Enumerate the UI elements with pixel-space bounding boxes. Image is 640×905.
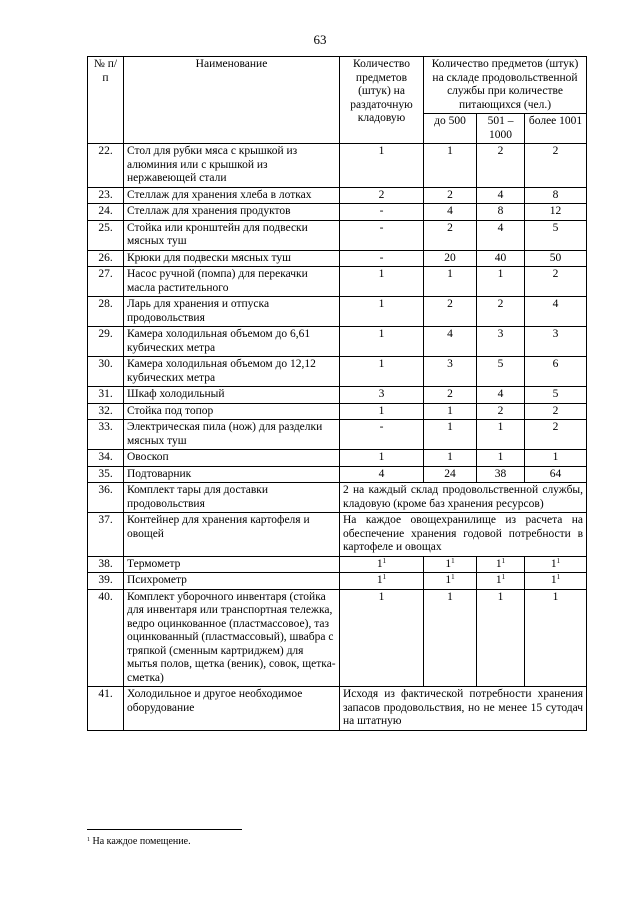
- qty-c: [525, 387, 587, 404]
- table-row: [88, 573, 587, 590]
- qty-value: 1: [552, 451, 559, 463]
- qty-value: 2: [447, 298, 453, 310]
- item-name: Электрическая пила (нож) для разделки мясных туш: [124, 420, 340, 450]
- qty-value: 38: [494, 467, 507, 480]
- qty-value: 2: [552, 404, 559, 417]
- header-col-c: более 1001: [525, 114, 587, 144]
- row-number: 41.: [88, 687, 124, 731]
- footnote-ref: 1: [501, 573, 506, 581]
- qty-value: 64: [549, 467, 562, 480]
- qty-value: 2: [497, 298, 504, 310]
- item-name: Стойка под топор: [124, 403, 340, 420]
- qty-d: [340, 144, 424, 188]
- footnote-ref: 1: [382, 556, 387, 565]
- qty-c: [525, 420, 587, 450]
- qty-d: [340, 403, 424, 420]
- qty-c: [525, 573, 587, 590]
- table-body: [88, 144, 587, 731]
- row-note: На каждое овощехранилище из расчета на обеспечение хранения годовой потребности в картофеле и овощах: [340, 513, 587, 557]
- qty-value: 1: [376, 557, 383, 570]
- qty-d: [340, 466, 424, 483]
- qty-a: [424, 357, 477, 387]
- row-number: 23.: [88, 187, 124, 204]
- item-name: Холодильное и другое необходимое оборудование: [124, 687, 340, 731]
- qty-value: 6: [552, 358, 559, 370]
- qty-value: -: [379, 221, 384, 234]
- qty-b: [477, 466, 525, 483]
- qty-b: [477, 297, 525, 327]
- qty-value: 1: [447, 590, 453, 603]
- qty-d: [340, 187, 424, 204]
- item-name: Камера холодильная объемом до 12,12 кубических метра: [124, 357, 340, 387]
- qty-a: [424, 466, 477, 483]
- table-row: [88, 250, 587, 267]
- table-row: [88, 450, 587, 467]
- qty-b: [477, 220, 525, 250]
- item-name: Стеллаж для хранения продуктов: [124, 204, 340, 221]
- footnote-mark: 1: [87, 837, 90, 843]
- item-name: Стол для рубки мяса с крышкой из алюминия или с крышкой из нержавеющей стали: [124, 144, 340, 188]
- qty-b: [477, 204, 525, 221]
- row-note: 2 на каждый склад продовольственной службы, кладовую (кроме баз хранения ресурсов): [340, 483, 587, 513]
- qty-a: [424, 589, 477, 687]
- qty-a: [424, 420, 477, 450]
- item-name: Комплект тары для доставки продовольствия: [124, 483, 340, 513]
- qty-value: 1: [376, 574, 383, 586]
- qty-a: [424, 403, 477, 420]
- item-name: Насос ручной (помпа) для перекачки масла растительного: [124, 267, 340, 297]
- qty-value: 4: [447, 205, 453, 217]
- qty-a: [424, 387, 477, 404]
- qty-value: 3: [378, 388, 385, 400]
- qty-c: [525, 250, 587, 267]
- qty-b: [477, 420, 525, 450]
- qty-value: 1: [378, 404, 385, 417]
- header-col-a: до 500: [424, 114, 477, 144]
- row-number: 32.: [88, 403, 124, 420]
- row-number: 26.: [88, 250, 124, 267]
- qty-d: [340, 573, 424, 590]
- qty-value: 1: [447, 268, 453, 280]
- qty-value: 5: [497, 358, 504, 370]
- qty-b: [477, 187, 525, 204]
- equipment-table: [87, 56, 587, 731]
- row-number: 22.: [88, 144, 124, 188]
- qty-a: [424, 297, 477, 327]
- qty-value: 3: [497, 328, 504, 340]
- item-name: Стойка или кронштейн для подвески мясных туш: [124, 220, 340, 250]
- qty-c: [525, 403, 587, 420]
- row-number: 25.: [88, 220, 124, 250]
- table-row: [88, 387, 587, 404]
- qty-d: [340, 589, 424, 687]
- page-number: 63: [313, 32, 327, 47]
- qty-d: [340, 297, 424, 327]
- qty-value: 2: [378, 188, 385, 201]
- qty-value: 1: [445, 557, 452, 570]
- qty-b: [477, 357, 525, 387]
- qty-d: [340, 327, 424, 357]
- footnote-ref: 1: [451, 556, 455, 565]
- footnote-ref: 1: [382, 573, 387, 581]
- qty-a: [424, 204, 477, 221]
- table-row: [88, 327, 587, 357]
- row-number: 33.: [88, 420, 124, 450]
- table-row: [88, 483, 587, 513]
- qty-value: 2: [552, 421, 559, 433]
- row-number: 30.: [88, 357, 124, 387]
- item-name: Овоскоп: [124, 450, 340, 467]
- qty-a: [424, 573, 477, 590]
- qty-c: [525, 220, 587, 250]
- qty-value: 1: [378, 145, 385, 157]
- qty-c: [525, 297, 587, 327]
- item-name: Ларь для хранения и отпуска продовольствия: [124, 297, 340, 327]
- qty-c: [525, 327, 587, 357]
- qty-value: 2: [447, 188, 453, 201]
- item-name: Крюки для подвески мясных туш: [124, 250, 340, 267]
- qty-b: [477, 589, 525, 687]
- qty-value: 1: [378, 358, 385, 370]
- qty-value: 5: [552, 221, 559, 234]
- qty-c: [525, 267, 587, 297]
- qty-value: 1: [447, 145, 453, 157]
- footnote-ref: 1: [501, 556, 506, 565]
- qty-d: [340, 556, 424, 573]
- qty-c: [525, 357, 587, 387]
- qty-b: [477, 267, 525, 297]
- qty-d: [340, 220, 424, 250]
- qty-d: [340, 204, 424, 221]
- table-row: [88, 187, 587, 204]
- row-number: 31.: [88, 387, 124, 404]
- qty-value: 1: [497, 421, 504, 433]
- qty-b: [477, 387, 525, 404]
- qty-d: [340, 420, 424, 450]
- qty-value: 2: [552, 145, 559, 157]
- qty-value: 1: [550, 557, 557, 570]
- row-number: 39.: [88, 573, 124, 590]
- qty-a: [424, 327, 477, 357]
- qty-b: [477, 573, 525, 590]
- table-row: [88, 466, 587, 483]
- qty-value: 40: [494, 251, 507, 264]
- qty-a: [424, 144, 477, 188]
- qty-value: 4: [378, 467, 385, 480]
- table-row: [88, 687, 587, 731]
- qty-b: [477, 403, 525, 420]
- qty-b: [477, 250, 525, 267]
- row-number: 38.: [88, 556, 124, 573]
- header-num: № п/п: [88, 57, 124, 144]
- row-number: 35.: [88, 466, 124, 483]
- qty-b: [477, 450, 525, 467]
- qty-value: 4: [497, 388, 504, 400]
- item-name: Контейнер для хранения картофеля и овощей: [124, 513, 340, 557]
- qty-value: 1: [378, 268, 385, 280]
- row-number: 29.: [88, 327, 124, 357]
- qty-value: 1: [447, 404, 453, 417]
- qty-value: -: [379, 251, 384, 264]
- qty-value: 50: [549, 251, 562, 264]
- row-note: Исходя из фактической потребности хранения запасов продовольствия, но не менее 15 сутодач на штатную: [340, 687, 587, 731]
- footnote-ref: 1: [556, 573, 561, 581]
- footnote-ref: 1: [556, 556, 561, 565]
- qty-value: 4: [552, 298, 559, 310]
- qty-value: 2: [447, 388, 453, 400]
- qty-value: 1: [497, 451, 504, 463]
- qty-a: [424, 450, 477, 467]
- qty-value: 1: [495, 574, 502, 586]
- table-row: [88, 420, 587, 450]
- qty-a: [424, 250, 477, 267]
- qty-c: [525, 556, 587, 573]
- qty-c: [525, 144, 587, 188]
- row-number: 37.: [88, 513, 124, 557]
- qty-b: [477, 144, 525, 188]
- footnote-divider: [87, 829, 242, 830]
- table-row: [88, 556, 587, 573]
- qty-value: -: [379, 421, 384, 433]
- table-row: [88, 297, 587, 327]
- header-name: Наименование: [124, 57, 340, 144]
- item-name: Термометр: [124, 556, 340, 573]
- table-row: [88, 144, 587, 188]
- row-number: 24.: [88, 204, 124, 221]
- qty-c: [525, 589, 587, 687]
- row-number: 27.: [88, 267, 124, 297]
- qty-value: 1: [552, 590, 559, 603]
- qty-value: 5: [552, 388, 559, 400]
- qty-value: 3: [447, 358, 453, 370]
- qty-b: [477, 327, 525, 357]
- header-dispensing: Количество предметов (штук) на раздаточную кладовую: [340, 57, 424, 144]
- qty-value: 2: [497, 404, 504, 417]
- item-name: Камера холодильная объемом до 6,61 кубических метра: [124, 327, 340, 357]
- qty-value: 2: [552, 268, 559, 280]
- item-name: Шкаф холодильный: [124, 387, 340, 404]
- row-number: 36.: [88, 483, 124, 513]
- qty-c: [525, 450, 587, 467]
- qty-value: 12: [549, 205, 562, 217]
- item-name: Психрометр: [124, 573, 340, 590]
- table-row: [88, 204, 587, 221]
- table-row: [88, 267, 587, 297]
- qty-value: 1: [447, 421, 453, 433]
- qty-a: [424, 267, 477, 297]
- table-row: [88, 220, 587, 250]
- header-warehouse: Количество предметов (штук) на складе продовольственной службы при количестве питающихся (чел.): [424, 57, 587, 114]
- header-col-b: 501 – 1000: [477, 114, 525, 144]
- row-number: 34.: [88, 450, 124, 467]
- qty-c: [525, 204, 587, 221]
- qty-value: 1: [495, 557, 502, 570]
- footnote-text: На каждое помещение.: [92, 836, 191, 847]
- qty-value: 1: [378, 451, 385, 463]
- qty-value: 3: [552, 328, 559, 340]
- qty-value: 1: [550, 574, 557, 586]
- qty-value: 1: [378, 328, 385, 340]
- qty-value: -: [379, 205, 384, 217]
- qty-value: 2: [447, 221, 453, 234]
- qty-value: 1: [378, 298, 385, 310]
- qty-c: [525, 187, 587, 204]
- qty-d: [340, 250, 424, 267]
- table-row: [88, 513, 587, 557]
- qty-d: [340, 357, 424, 387]
- qty-value: 24: [444, 467, 456, 480]
- qty-d: [340, 387, 424, 404]
- qty-value: 8: [497, 205, 504, 217]
- table-row: [88, 589, 587, 687]
- table-row: [88, 357, 587, 387]
- qty-value: 1: [497, 590, 504, 603]
- qty-value: 4: [447, 328, 453, 340]
- row-number: 28.: [88, 297, 124, 327]
- qty-a: [424, 187, 477, 204]
- item-name: Стеллаж для хранения хлеба в лотках: [124, 187, 340, 204]
- qty-c: [525, 466, 587, 483]
- qty-value: 1: [445, 574, 452, 586]
- qty-value: 2: [497, 145, 504, 157]
- qty-value: 4: [497, 188, 504, 201]
- item-name: Подтоварник: [124, 466, 340, 483]
- qty-value: 1: [447, 451, 453, 463]
- row-number: 40.: [88, 589, 124, 687]
- footnote: [87, 836, 191, 847]
- footnote-ref: 1: [451, 573, 455, 581]
- qty-value: 20: [444, 251, 456, 264]
- qty-b: [477, 556, 525, 573]
- item-name: Комплект уборочного инвентаря (стойка для инвентаря или транспортная тележка, ведро оцинкованное (пластмассовое), таз оцинкованный (пластмассовый), швабра с тряпкой (сменным картриджем) для мытья полов, щетка (веник), совок, щетка-сметка): [124, 589, 340, 687]
- qty-value: 1: [497, 268, 504, 280]
- qty-value: 4: [497, 221, 504, 234]
- qty-d: [340, 450, 424, 467]
- table-row: [88, 403, 587, 420]
- qty-d: [340, 267, 424, 297]
- qty-a: [424, 220, 477, 250]
- qty-value: 1: [378, 590, 385, 603]
- qty-a: [424, 556, 477, 573]
- qty-value: 8: [552, 188, 559, 201]
